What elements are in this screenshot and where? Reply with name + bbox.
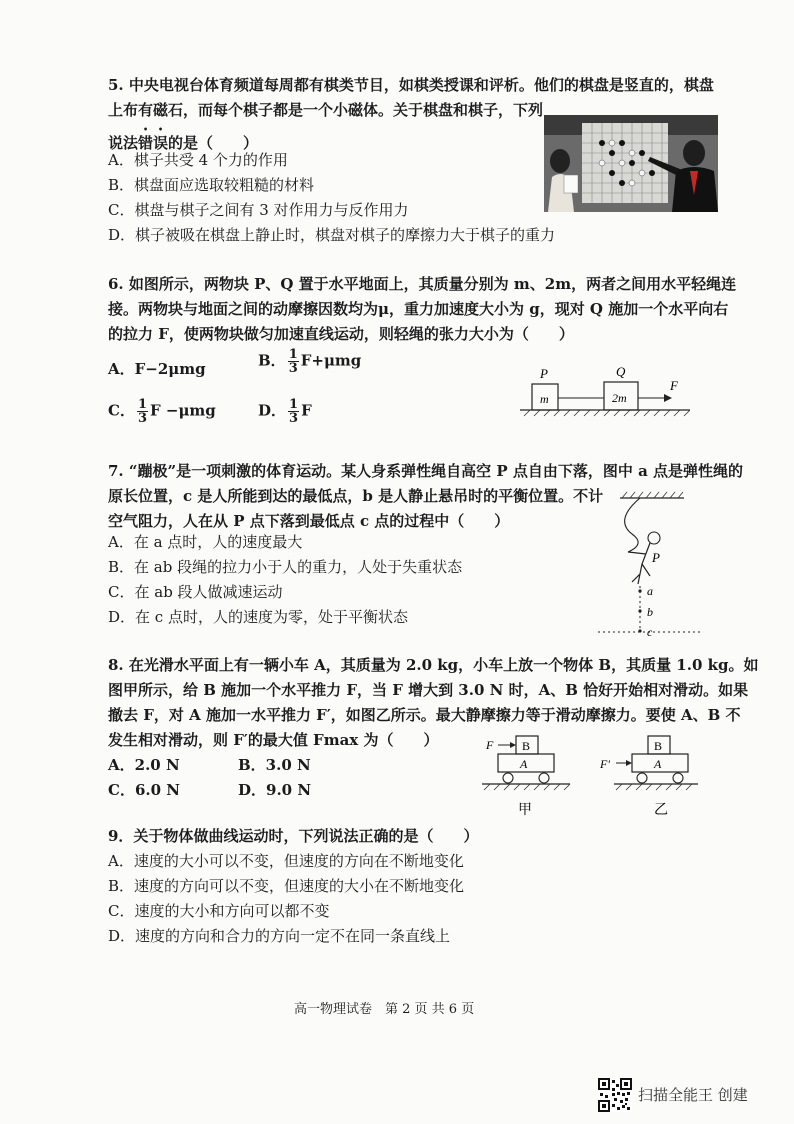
q8-fig-jia-label-f: F	[486, 738, 494, 752]
q9-option-d: D．速度的方向和合力的方向一定不在同一条直线上	[108, 927, 451, 945]
q8-stem-line1: 8. 在光滑水平面上有一辆小车 A，其质量为 2.0 kg，小车上放一个物体 B，其质量 1.0 kg。如	[108, 656, 759, 674]
q6-fig-label-2m: 2m	[612, 391, 627, 405]
q7-fig-label-b: b	[647, 605, 653, 619]
q7-option-a: A．在 a 点时，人的速度最大	[108, 533, 303, 551]
q6-figure	[520, 362, 690, 422]
q5-stem-line2: 上布有磁石，而每个棋子都是一个小磁体。关于棋盘和棋子，下列	[108, 101, 544, 119]
qr-code-icon	[598, 1078, 632, 1112]
q7-stem-line3: 空气阻力，人在从 P 点下落到最低点 c 点的过程中（ ）	[108, 512, 510, 530]
q8-stem-line3: 撤去 F，对 A 施加一水平推力 F′，如图乙所示。最大静摩擦力等于滑动摩擦力。要使 A、B 不	[108, 706, 741, 724]
q8-fig-jia-caption: 甲	[518, 803, 532, 818]
q9-option-c: C．速度的大小和方向可以都不变	[108, 902, 330, 920]
q8-fig-jia-label-b: B	[522, 739, 531, 753]
q8-fig-yi-caption: 乙	[654, 803, 668, 818]
q7-fig-label-p: P	[652, 550, 660, 565]
q8-figure-jia	[482, 734, 572, 820]
q7-option-d: D．在 c 点时，人的速度为零，处于平衡状态	[108, 608, 408, 626]
q5-option-b: B．棋盘面应选取较粗糙的材料	[108, 176, 315, 194]
q5-option-c: C．棋盘与棋子之间有 3 对作用力与反作用力	[108, 201, 409, 219]
q9-stem: 9．关于物体做曲线运动时，下列说法正确的是（ ）	[108, 827, 479, 845]
q5-photo	[544, 115, 718, 212]
q6-stem-line2: 接。两物块与地面之间的动摩擦因数均为μ，重力加速度大小为 g，现对 Q 施加一个水平向右	[108, 300, 729, 318]
q6-option-a: A．F−2μmg	[108, 360, 206, 378]
q8-stem-line4: 发生相对滑动，则 F′的最大值 Fmax 为（ ）	[108, 731, 439, 749]
q7-figure	[594, 490, 704, 638]
q9-option-b: B．速度的方向可以不变，但速度的大小在不断地变化	[108, 877, 465, 895]
q8-option-b: B．3.0 N	[238, 756, 311, 774]
q8-fig-yi-label-fp: F′	[600, 757, 610, 771]
q8-option-a: A．2.0 N	[108, 756, 180, 774]
scanner-watermark: 扫描全能王 创建	[638, 1086, 748, 1104]
q8-figure-yi	[598, 734, 698, 820]
q6-fig-label-f: F	[670, 378, 678, 393]
q7-stem-line2: 原长位置，c 是人所能到达的最低点，b 是人静止悬吊时的平衡位置。不计	[108, 487, 604, 505]
q8-stem-line2: 图甲所示，给 B 施加一个水平推力 F，当 F 增大到 3.0 N 时，A、B 恰好开始相对滑动。如果	[108, 681, 749, 699]
q8-fig-yi-label-b: B	[654, 739, 663, 753]
q7-option-c: C．在 ab 段人做减速运动	[108, 583, 283, 601]
q8-fig-yi-label-a: A	[654, 757, 662, 771]
q8-fig-jia-label-a: A	[520, 757, 528, 771]
q6-option-c: C． $\frac{1}{3}$ F −μmg	[108, 397, 216, 426]
q7-fig-label-a: a	[647, 584, 653, 598]
q5-stem-line3: 说法错误的是（ ）	[108, 134, 259, 152]
q6-option-d: D． $\frac{1}{3}$ F	[258, 397, 312, 426]
q8-option-d: D．9.0 N	[238, 781, 312, 799]
q7-fig-label-c: c	[647, 625, 653, 638]
q7-option-b: B．在 ab 段绳的拉力小于人的重力，人处于失重状态	[108, 558, 463, 576]
q6-fig-label-m: m	[540, 392, 549, 406]
q6-stem-line1: 6. 如图所示，两物块 P、Q 置于水平地面上，其质量分别为 m、2m，两者之间用水平轻绳连	[108, 275, 737, 293]
q5-option-d: D．棋子被吸在棋盘上静止时，棋盘对棋子的摩擦力大于棋子的重力	[108, 226, 556, 244]
q7-stem-line1: 7. “蹦极”是一项刺激的体育运动。某人身系弹性绳自高空 P 点自由下落，图中 a 点是弹性绳的	[108, 462, 744, 480]
q6-option-b: B． $\frac{1}{3}$ F+μmg	[258, 347, 362, 376]
q5-option-a: A．棋子共受 4 个力的作用	[108, 151, 288, 169]
q5-stem-line1: 5. 中央电视台体育频道每周都有棋类节目，如棋类授课和评析。他们的棋盘是竖直的，棋盘	[108, 76, 714, 94]
q8-option-c: C．6.0 N	[108, 781, 180, 799]
q6-stem-line3: 的拉力 F，使两物块做匀加速直线运动，则轻绳的张力大小为（ ）	[108, 325, 574, 343]
q6-fig-label-p: P	[540, 366, 548, 381]
page-footer: 高一物理试卷 第 2 页 共 6 页	[294, 1002, 475, 1017]
q6-fig-label-q: Q	[616, 364, 626, 379]
q9-option-a: A．速度的大小可以不变，但速度的方向在不断地变化	[108, 852, 464, 870]
